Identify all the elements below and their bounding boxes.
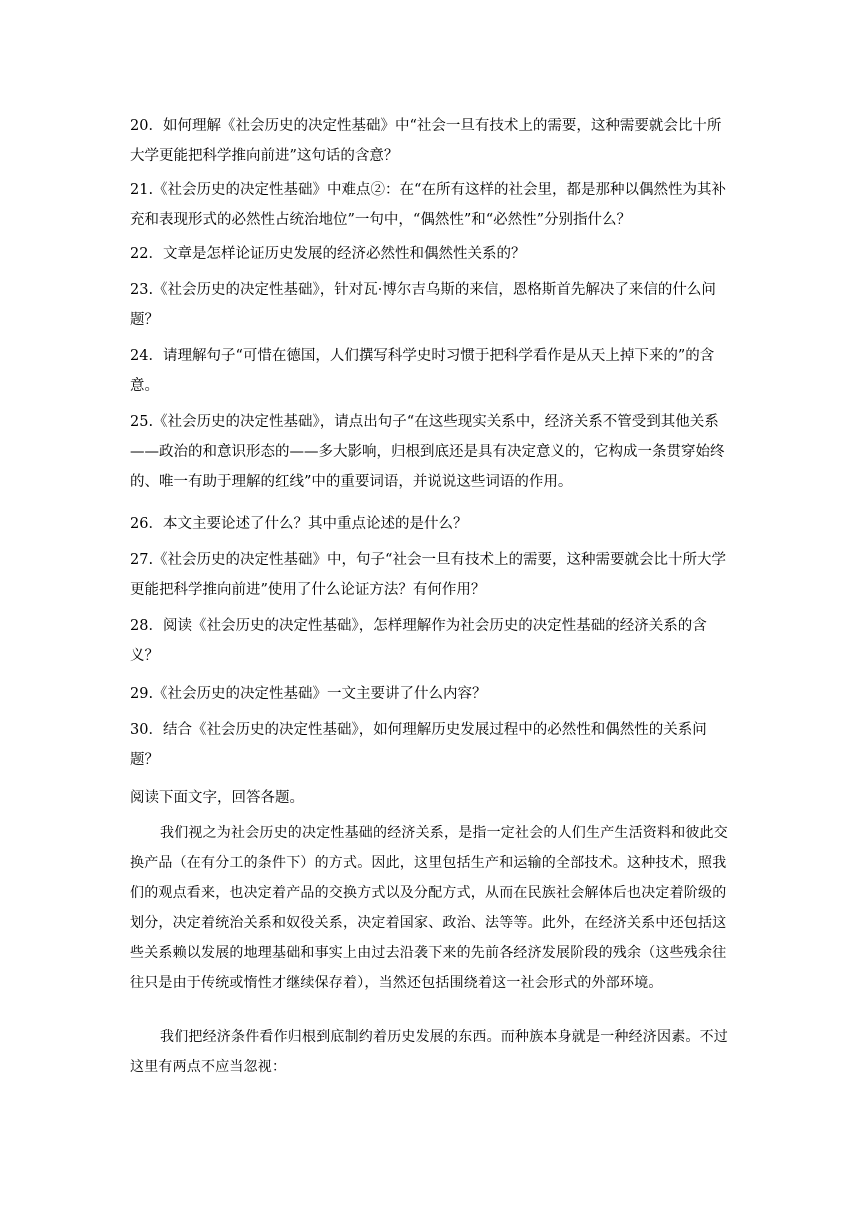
question-23: 23.《社会历史的决定性基础》，针对瓦·博尔吉乌斯的来信，恩格斯首先解决了来信的什么问题？ [130, 282, 716, 328]
reading-instruction: 阅读下面文字，回答各题。 [130, 790, 304, 806]
passage-paragraph: 我们把经济条件看作归根到底制约着历史发展的东西。而种族本身就是一种经济因素。不过这里有两点不应当忽视： [130, 1029, 728, 1075]
question-29: 29.《社会历史的决定性基础》一文主要讲了什么内容？ [130, 686, 487, 702]
question-22: 22．文章是怎样论证历史发展的经济必然性和偶然性关系的？ [130, 246, 526, 262]
question-30: 30．结合《社会历史的决定性基础》，如何理解历史发展过程中的必然性和偶然性的关系问题？ [130, 722, 707, 768]
question-28: 28．阅读《社会历史的决定性基础》，怎样理解作为社会历史的决定性基础的经济关系的含义？ [130, 618, 707, 664]
question-20: 20．如何理解《社会历史的决定性基础》中“社会一旦有技术上的需要，这种需要就会比十所大学更能把科学推向前进”这句话的含意？ [130, 118, 722, 164]
passage-paragraph: 我们视之为社会历史的决定性基础的经济关系，是指一定社会的人们生产生活资料和彼此交换产品（在有分工的条件下）的方式。因此，这里包括生产和运输的全部技术。这种技术，照我们的观点看来，也决定着产品的交换方式以及分配方式，从而在民族社会解体后也决定着阶级的划分，决定着统治关系和奴役关系，决定着国家、政治、法等等。此外，在经济关系中还包括这些关系赖以发展的地理基础和事实上由过去沿袭下来的先前各经济发展阶段的残余（这些残余往往只是由于传统或惰性才继续保存着），当然还包括围绕着这一社会形式的外部环境。 [130, 825, 728, 991]
question-21: 21.《社会历史的决定性基础》中难点②：在“在所有这样的社会里，都是那种以偶然性为其补充和表现形式的必然性占统治地位”一句中，“偶然性”和“必然性”分别指什么？ [130, 182, 726, 228]
question-25: 25.《社会历史的决定性基础》，请点出句子“在这些现实关系中，经济关系不管受到其他关系——政治的和意识形态的——多大影响，归根到底还是具有决定意义的，它构成一条贯穿始终的、唯一有助于理解的红线”中的重要词语，并说说这些词语的作用。 [130, 414, 725, 490]
question-26: 26．本文主要论述了什么？其中重点论述的是什么？ [130, 516, 468, 532]
question-24: 24．请理解句子“可惜在德国，人们撰写科学史时习惯于把科学看作是从天上掉下来的”的含意。 [130, 348, 715, 394]
question-27: 27.《社会历史的决定性基础》中，句子“社会一旦有技术上的需要，这种需要就会比十所大学更能把科学推向前进”使用了什么论证方法？有何作用？ [130, 552, 726, 598]
